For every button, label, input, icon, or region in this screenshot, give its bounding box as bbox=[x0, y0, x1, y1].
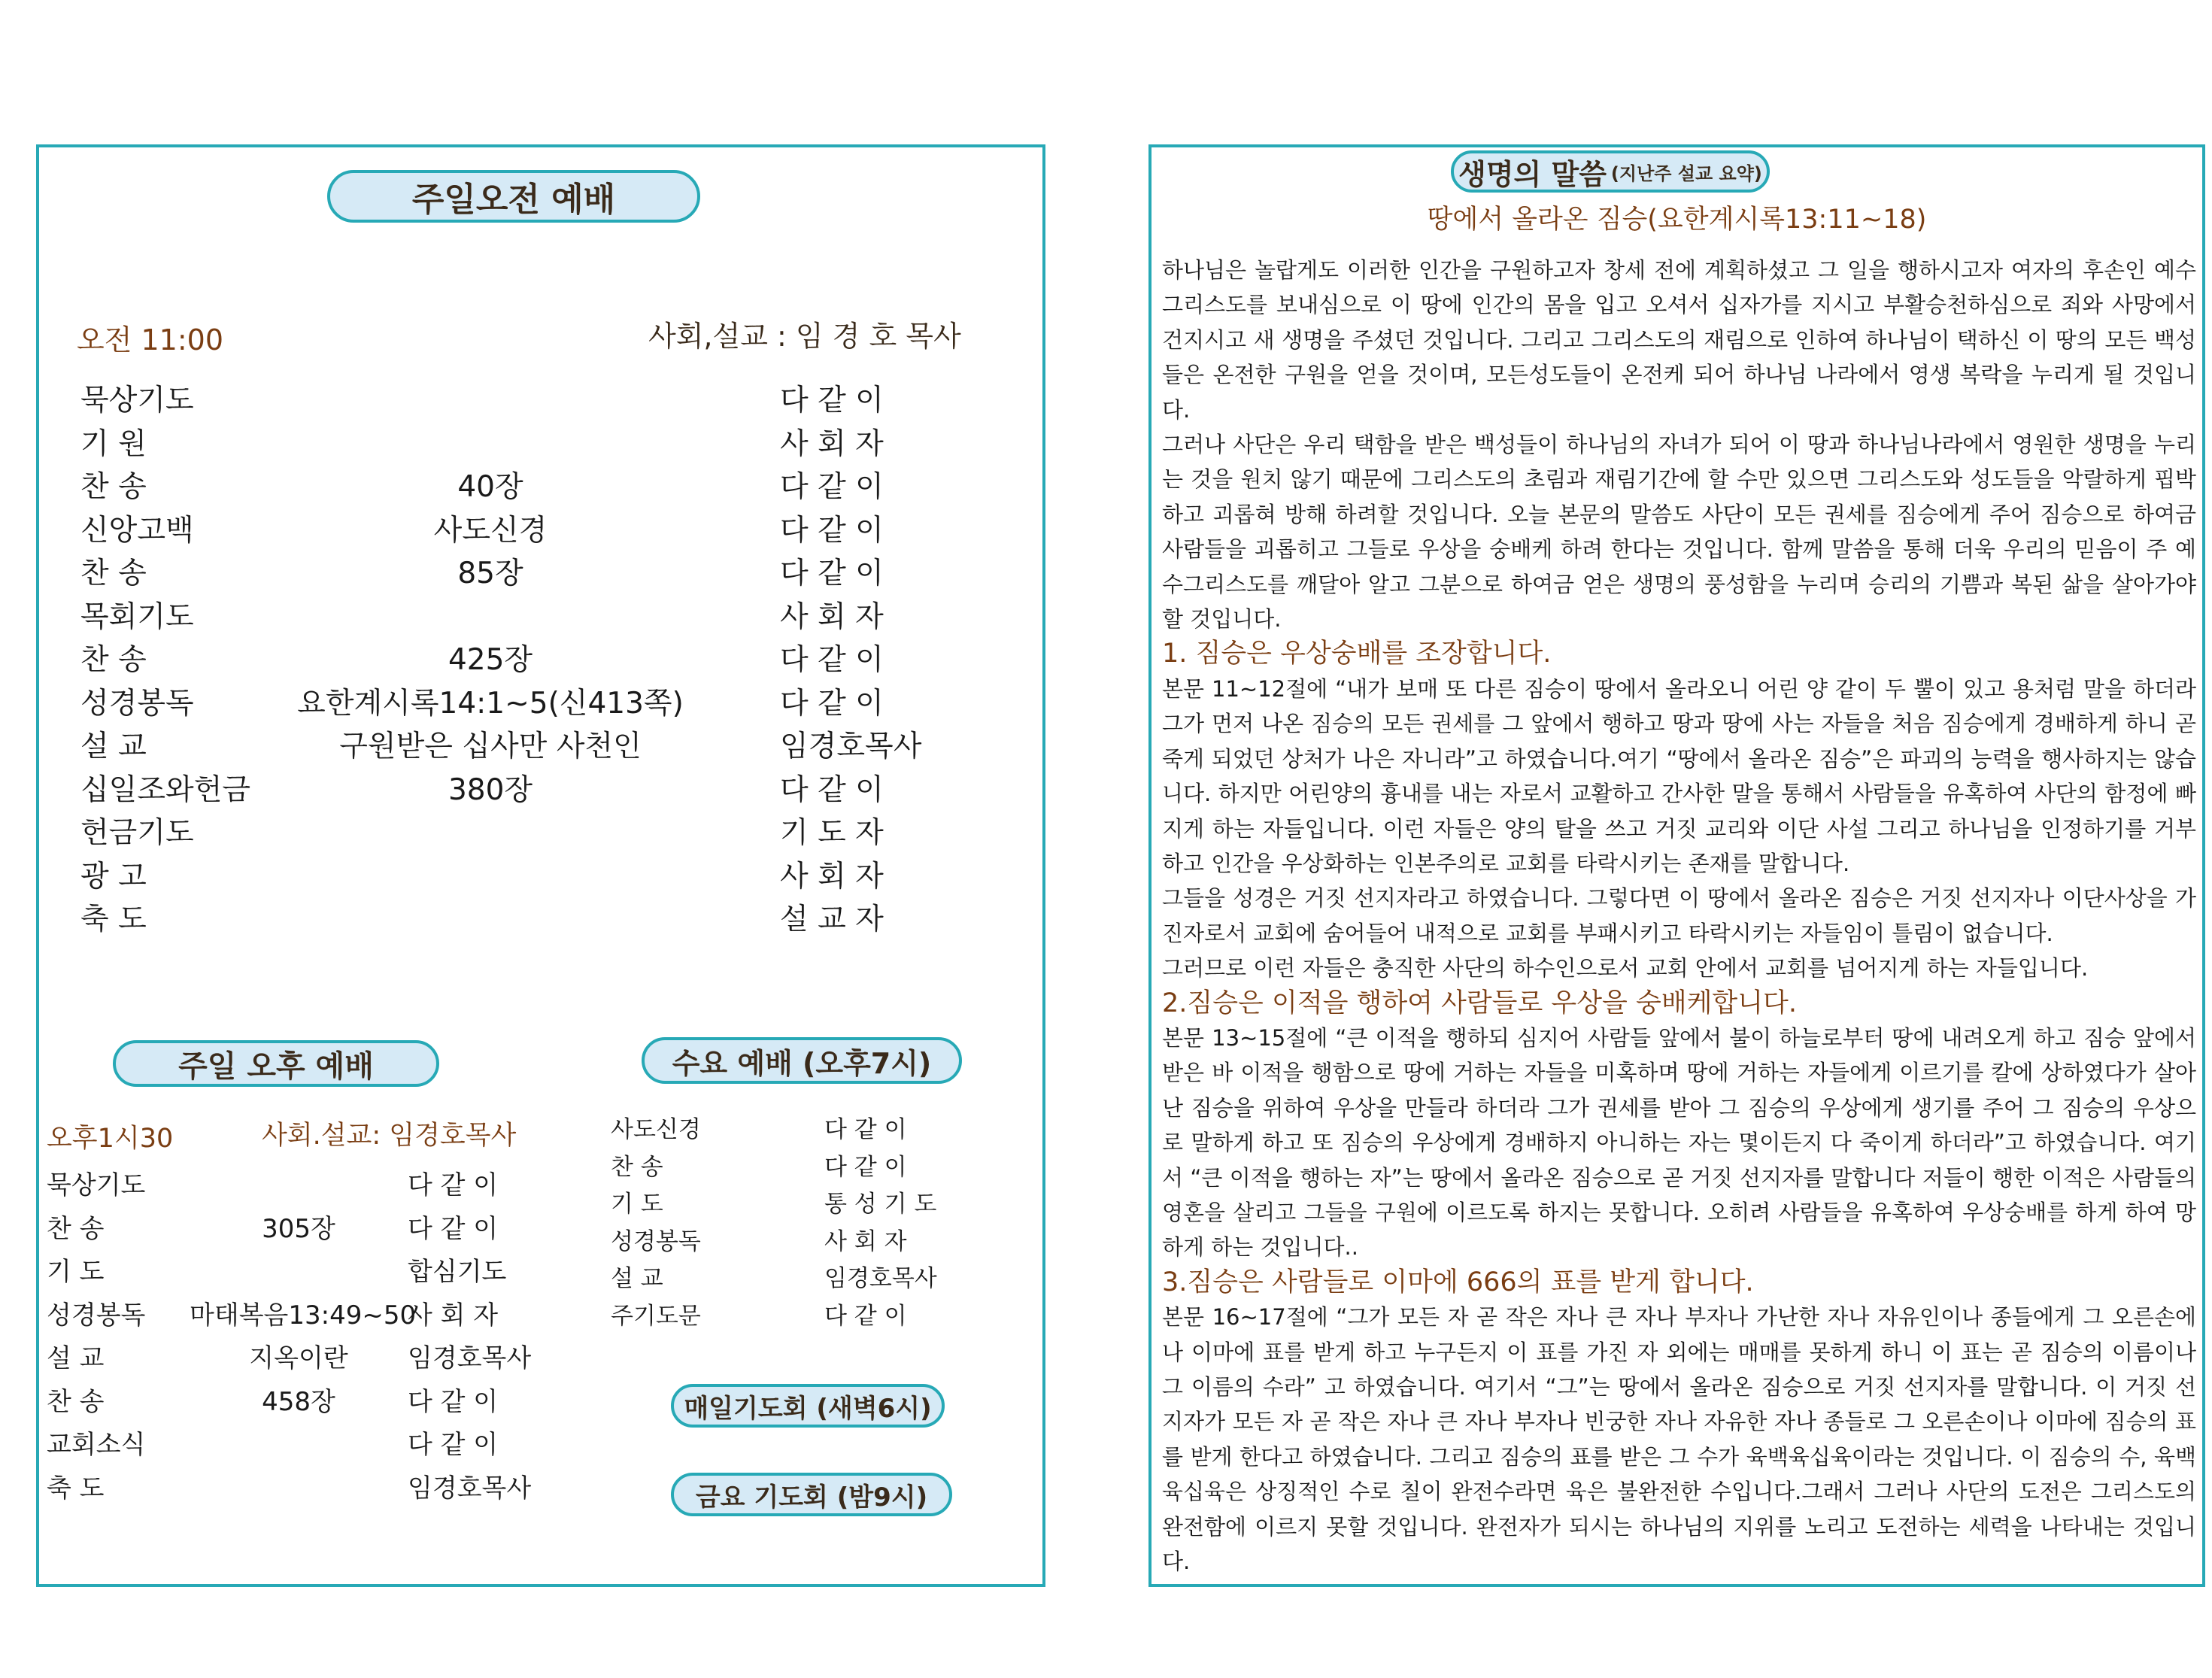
order-person: 다 같 이 bbox=[780, 557, 884, 590]
section-paragraph: 본문 13~15절에 “큰 이적을 행하되 심지어 사람들 앞에서 불이 하늘로부터 땅에 내려오게 하고 짐승 앞에서 받은 바 이적을 행함으로 땅에 거하는 자들을 미혹하며 땅에 거하는 자들에게 이르기를 칼에 상하였다가 살아난 짐승을 위하여 우상을 만들라 하더라 그가 권세를 받아 그 짐승의 우상에게 생기를 주어 그 짐승의 우상으로 말하게 하고 또 짐승의 우상에게 경배하지 아니하는 자는 몇이든지 다 죽이게 하더라”고 하였습니다. 여기서 “큰 이적을 행하는 자”는 땅에서 올라온 짐승으로 곧 거짓 선지자를 말합니다 저들이 행한 이적은 사람들의 영혼을 살리고 그들을 구원에 이르도록 하지는 못합니다. 오히려 사람들을 유혹하여 우상숭배를 하게 하여 망하게 하는 것입니다.. bbox=[1162, 1024, 2196, 1261]
order-person: 다 같 이 bbox=[824, 1116, 907, 1143]
order-detail: 458장 bbox=[262, 1386, 335, 1417]
order-item: 설 교 bbox=[47, 1343, 105, 1373]
afternoon-time: 오후1시30 bbox=[47, 1124, 174, 1154]
order-item: 성경봉독 bbox=[80, 686, 194, 721]
intro-paragraph: 하나님은 놀랍게도 이러한 인간을 구원하고자 창세 전에 계획하셨고 그 일을 행하시고자 여자의 후손인 예수 그리스도를 보내심으로 이 땅에 인간의 몸을 입고 오셔서 십자가를 지시고 부활승천하심으로 죄와 사망에서 건지시고 새 생명을 주셨던 것입니다. 그리고 그리스도의 재림으로 인하여 하나님이 택하신 이 땅의 모든 백성들은 온전한 구원을 얻을 것이며, 모든성도들이 온전케 되어 하나님 나라에서 영생 복락을 누리게 될 것입니다. bbox=[1162, 257, 2196, 423]
section-paragraph: 그러므로 이런 자들은 충직한 사단의 하수인으로서 교회 안에서 교회를 넘어지게 하는 자들입니다. bbox=[1162, 955, 2089, 982]
order-item: 설 교 bbox=[80, 730, 147, 763]
order-item: 설 교 bbox=[611, 1265, 663, 1292]
order-item: 찬 송 bbox=[611, 1153, 663, 1181]
order-item: 기 도 bbox=[47, 1257, 105, 1287]
order-person: 임경호목사 bbox=[824, 1265, 937, 1292]
order-detail: 마태복음13:49~50 bbox=[190, 1300, 417, 1331]
order-item: 사도신경 bbox=[611, 1116, 701, 1143]
order-person: 통 성 기 도 bbox=[824, 1191, 937, 1218]
morning-service-title: 주일오전 예배 bbox=[327, 170, 700, 223]
sermon-body bbox=[1162, 253, 2196, 1579]
order-person: 다 같 이 bbox=[408, 1386, 499, 1417]
order-detail: 요한계시록14:1~5(신413쪽) bbox=[297, 686, 684, 721]
order-item: 기 도 bbox=[611, 1191, 663, 1218]
order-item: 광 고 bbox=[80, 859, 147, 894]
order-detail: 305장 bbox=[262, 1213, 335, 1244]
order-item: 찬 송 bbox=[47, 1213, 105, 1244]
order-person: 다 같 이 bbox=[408, 1430, 499, 1460]
order-item: 묵상기도 bbox=[47, 1170, 146, 1200]
order-item: 신앙고백 bbox=[80, 513, 194, 548]
order-item: 찬 송 bbox=[80, 470, 147, 504]
order-person: 다 같 이 bbox=[780, 772, 884, 807]
left-bulletin-panel bbox=[36, 144, 1045, 1587]
order-detail: 380장 bbox=[448, 772, 533, 807]
order-item: 축 도 bbox=[47, 1473, 105, 1504]
morning-officiant: 사회,설교 : 임 경 호 목사 bbox=[648, 320, 961, 353]
order-item: 찬 송 bbox=[80, 643, 147, 677]
order-item: 헌금기도 bbox=[80, 816, 194, 850]
section-heading: 3.짐승은 사람들로 이마에 666의 표를 받게 합니다. bbox=[1162, 1267, 1754, 1297]
order-person: 임경호목사 bbox=[408, 1473, 532, 1504]
order-item: 성경봉독 bbox=[611, 1227, 701, 1255]
afternoon-officiant: 사회.설교: 임경호목사 bbox=[262, 1121, 517, 1151]
sermon-summary-panel bbox=[1148, 144, 2205, 1587]
sermon-subtitle: 땅에서 올라온 짐승(요한계시록13:11~18) bbox=[1427, 205, 1927, 235]
order-detail: 구원받은 십사만 사천인 bbox=[339, 730, 642, 763]
order-person: 합심기도 bbox=[408, 1257, 507, 1287]
order-person: 다 같 이 bbox=[780, 384, 884, 417]
intro-paragraph: 그러나 사단은 우리 택함을 받은 백성들이 하나님의 자녀가 되어 이 땅과 하나님나라에서 영원한 생명을 누리는 것을 원치 않기 때문에 그리스도의 초림과 재림기간에 할 수만 있으면 그리스도와 성도들을 악랄하게 핍박하고 괴롭혀 방해 하려할 것입니다. 오늘 본문의 말씀도 사단이 모든 권세를 짐승에게 주어 짐승으로 하여금 사람들을 괴롭히고 그들로 우상을 숭배케 하려 한다는 것입니다. 함께 말씀을 통해 더욱 우리의 믿음이 주 예수그리스도를 깨달아 알고 그분으로 하여금 얻은 생명의 풍성함을 누리며 승리의 기쁨과 복된 삶을 살아가야 할 것입니다. bbox=[1162, 432, 2196, 633]
order-item: 축 도 bbox=[80, 903, 147, 936]
order-person: 임경호목사 bbox=[780, 730, 922, 763]
section-paragraph: 그들을 성경은 거짓 선지자라고 하였습니다. 그렇다면 이 땅에서 올라온 짐승은 거짓 선지자나 이단사상을 가진자로서 교회에 숨어들어 내적으로 교회를 부패시키고 타락시키는 자들임이 틀림이 없습니다. bbox=[1162, 885, 2196, 946]
order-person: 다 같 이 bbox=[824, 1302, 907, 1330]
order-detail: 지옥이란 bbox=[249, 1343, 348, 1373]
order-person: 설 교 자 bbox=[780, 903, 884, 936]
order-person: 다 같 이 bbox=[408, 1170, 499, 1200]
order-item: 십일조와헌금 bbox=[80, 772, 251, 807]
order-person: 다 같 이 bbox=[408, 1213, 499, 1244]
daily-prayer-title: 매일기도회 (새벽6시) bbox=[671, 1384, 945, 1428]
morning-time: 오전 11:00 bbox=[77, 323, 224, 357]
order-item: 목회기도 bbox=[80, 599, 194, 634]
order-person: 다 같 이 bbox=[780, 686, 884, 721]
friday-prayer-title: 금요 기도회 (밤9시) bbox=[671, 1473, 952, 1516]
afternoon-service-title: 주일 오후 예배 bbox=[113, 1040, 439, 1087]
order-item: 교회소식 bbox=[47, 1430, 146, 1460]
order-detail: 85장 bbox=[457, 557, 523, 590]
order-person: 사 회 자 bbox=[824, 1227, 907, 1255]
order-person: 기 도 자 bbox=[780, 816, 884, 850]
section-paragraph: 본문 16~17절에 “그가 모든 자 곧 작은 자나 큰 자나 부자나 가난한 자나 자유인이나 종들에게 그 오른손에나 이마에 표를 받게 하고 누구든지 이 표를 가진 자 외에는 매매를 못하게 하니 이 표는 곧 짐승의 이름이나 그 이름의 수라” 고 하였습니다. 여기서 “그”는 땅에서 올라온 짐승으로 거짓 선지자를 말합니다. 이 거짓 선지자가 모든 자 곧 작은 자나 큰 자나 부자나 빈궁한 자나 자유한 자나 종들로 그 오른손이나 이마에 짐승의 표를 받게 한다고 하였습니다. 그리고 짐승의 표를 받은 그 수가 육백육십육이라는 것입니다. 이 짐승의 수, 육백육십육은 상징적인 수로 칠이 완전수라면 육은 불완전한 수입니다.그래서 그러나 사단의 도전은 그리스도의 완전함에 이르지 못할 것입니다. 완전자가 되시는 하나님의 지위를 노리고 도전하는 세력을 나타내는 것입니다. bbox=[1162, 1304, 2196, 1575]
order-person: 다 같 이 bbox=[780, 643, 884, 677]
order-person: 사 회 자 bbox=[780, 599, 884, 634]
order-person: 다 같 이 bbox=[824, 1153, 907, 1181]
section-heading: 1. 짐승은 우상숭배를 조장합니다. bbox=[1162, 639, 1552, 669]
order-person: 사 회 자 bbox=[408, 1300, 499, 1331]
section-heading: 2.짐승은 이적을 행하여 사람들로 우상을 숭배케합니다. bbox=[1162, 988, 1797, 1018]
order-item: 찬 송 bbox=[47, 1386, 105, 1417]
order-item: 성경봉독 bbox=[47, 1300, 146, 1331]
order-item: 기 원 bbox=[80, 426, 147, 461]
order-detail: 40장 bbox=[457, 470, 523, 504]
order-person: 다 같 이 bbox=[780, 513, 884, 548]
order-person: 사 회 자 bbox=[780, 426, 884, 461]
order-person: 임경호목사 bbox=[408, 1343, 532, 1373]
order-person: 다 같 이 bbox=[780, 470, 884, 504]
wednesday-service-title: 수요 예배 (오후7시) bbox=[642, 1037, 962, 1084]
sermon-title-pill: 생명의 말씀 (지난주 설교 요약) bbox=[1451, 150, 1770, 193]
order-item: 묵상기도 bbox=[80, 384, 194, 417]
order-item: 주기도문 bbox=[611, 1302, 701, 1330]
order-person: 사 회 자 bbox=[780, 859, 884, 894]
section-paragraph: 본문 11~12절에 “내가 보매 또 다른 짐승이 땅에서 올라오니 어린 양 같이 두 뿔이 있고 용처럼 말을 하더라 그가 먼저 나온 짐승의 모든 권세를 그 앞에서 행하고 땅과 땅에 사는 자들을 처음 짐승에게 경배하게 하니 곧 죽게 되었던 상처가 나은 자니라”고 하였습니다.여기 “땅에서 올라온 짐승”은 파괴의 능력을 행사하지는 않습니다. 하지만 어린양의 흉내를 내는 자로서 교활하고 간사한 말을 통해서 사람들을 유혹하여 사단의 함정에 빠지게 하는 자들입니다. 이런 자들은 양의 탈을 쓰고 거짓 교리와 이단 사설 그리고 하나님을 인정하기를 거부하고 인간을 우상화하는 인본주의로 교회를 타락시키는 존재를 말합니다. bbox=[1162, 675, 2196, 876]
order-item: 찬 송 bbox=[80, 557, 147, 590]
order-detail: 사도신경 bbox=[433, 513, 548, 548]
order-detail: 425장 bbox=[448, 643, 533, 677]
